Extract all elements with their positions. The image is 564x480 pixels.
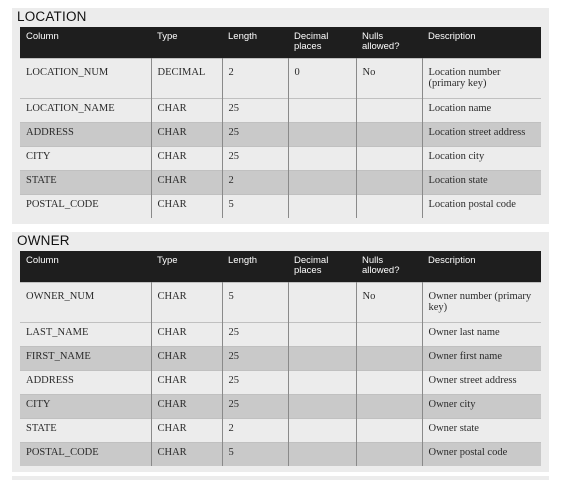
cell-type: CHAR — [151, 146, 222, 170]
location-table-panel — [12, 8, 549, 224]
cell-decimal-places — [288, 170, 356, 194]
cell-description: Owner city — [422, 394, 541, 418]
cell-description: Location street address — [422, 122, 541, 146]
table-row — [20, 346, 541, 370]
cell-description: Owner street address — [422, 370, 541, 394]
cell-nulls-allowed — [356, 370, 422, 394]
cell-length: 25 — [222, 346, 288, 370]
location-table-title: LOCATION — [17, 9, 87, 24]
cell-type: CHAR — [151, 370, 222, 394]
cell-length: 25 — [222, 98, 288, 122]
table-row — [20, 282, 541, 322]
cell-type: DECIMAL — [151, 58, 222, 98]
cell-description: Location city — [422, 146, 541, 170]
cell-decimal-places — [288, 282, 356, 322]
cell-nulls-allowed — [356, 122, 422, 146]
header-decimal-places: Decimal places — [288, 27, 356, 58]
header-type: Type — [151, 27, 222, 58]
cell-column: FIRST_NAME — [20, 346, 151, 370]
header-column: Column — [20, 27, 151, 58]
cell-type: CHAR — [151, 282, 222, 322]
cell-description: Location postal code — [422, 194, 541, 218]
table-row — [20, 170, 541, 194]
header-length: Length — [222, 27, 288, 58]
cell-decimal-places — [288, 322, 356, 346]
header-column: Column — [20, 251, 151, 282]
owner-table-panel — [12, 232, 549, 472]
cell-nulls-allowed — [356, 194, 422, 218]
cell-length: 2 — [222, 418, 288, 442]
cell-decimal-places: 0 — [288, 58, 356, 98]
cell-decimal-places — [288, 418, 356, 442]
cell-column: STATE — [20, 170, 151, 194]
cell-nulls-allowed — [356, 442, 422, 466]
header-type: Type — [151, 251, 222, 282]
cell-type: CHAR — [151, 322, 222, 346]
cell-description: Location number (primary key) — [422, 58, 541, 98]
cell-description: Location state — [422, 170, 541, 194]
cell-type: CHAR — [151, 122, 222, 146]
cell-length: 25 — [222, 394, 288, 418]
cell-type: CHAR — [151, 346, 222, 370]
cell-column: POSTAL_CODE — [20, 194, 151, 218]
header-length: Length — [222, 251, 288, 282]
cell-decimal-places — [288, 146, 356, 170]
cell-nulls-allowed — [356, 170, 422, 194]
cell-decimal-places — [288, 394, 356, 418]
cell-column: CITY — [20, 394, 151, 418]
cell-length: 2 — [222, 58, 288, 98]
table-row — [20, 58, 541, 98]
cell-length: 2 — [222, 170, 288, 194]
table-row — [20, 442, 541, 466]
table-row — [20, 98, 541, 122]
header-nulls-allowed: Nulls allowed? — [356, 27, 422, 58]
cell-column: LOCATION_NUM — [20, 58, 151, 98]
cell-type: CHAR — [151, 98, 222, 122]
cell-type: CHAR — [151, 194, 222, 218]
header-decimal-places: Decimal places — [288, 251, 356, 282]
cell-length: 25 — [222, 370, 288, 394]
cell-column: LAST_NAME — [20, 322, 151, 346]
table-row — [20, 146, 541, 170]
cell-type: CHAR — [151, 170, 222, 194]
cell-column: OWNER_NUM — [20, 282, 151, 322]
cell-nulls-allowed — [356, 394, 422, 418]
cell-nulls-allowed — [356, 322, 422, 346]
cell-column: ADDRESS — [20, 122, 151, 146]
cell-column: CITY — [20, 146, 151, 170]
cell-length: 25 — [222, 322, 288, 346]
cell-decimal-places — [288, 194, 356, 218]
header-description: Description — [422, 27, 541, 58]
cell-nulls-allowed: No — [356, 58, 422, 98]
cell-column: STATE — [20, 418, 151, 442]
cell-description: Owner first name — [422, 346, 541, 370]
cell-description: Location name — [422, 98, 541, 122]
table-row — [20, 370, 541, 394]
cell-column: POSTAL_CODE — [20, 442, 151, 466]
owner-table — [20, 251, 541, 466]
cell-nulls-allowed — [356, 146, 422, 170]
cell-length: 5 — [222, 442, 288, 466]
location-table — [20, 27, 541, 218]
cell-description: Owner state — [422, 418, 541, 442]
owner-table-title: OWNER — [17, 233, 70, 248]
cell-type: CHAR — [151, 394, 222, 418]
cell-length: 5 — [222, 282, 288, 322]
cell-description: Owner last name — [422, 322, 541, 346]
cell-nulls-allowed — [356, 346, 422, 370]
owner-header-row — [20, 251, 541, 282]
cell-description: Owner number (primary key) — [422, 282, 541, 322]
cell-length: 25 — [222, 122, 288, 146]
cell-type: CHAR — [151, 418, 222, 442]
table-row — [20, 122, 541, 146]
cell-nulls-allowed — [356, 418, 422, 442]
header-nulls-allowed: Nulls allowed? — [356, 251, 422, 282]
cell-length: 5 — [222, 194, 288, 218]
cell-decimal-places — [288, 346, 356, 370]
table-row — [20, 418, 541, 442]
table-row — [20, 194, 541, 218]
cell-decimal-places — [288, 122, 356, 146]
cell-type: CHAR — [151, 442, 222, 466]
cell-decimal-places — [288, 98, 356, 122]
cell-nulls-allowed: No — [356, 282, 422, 322]
cell-decimal-places — [288, 370, 356, 394]
cell-column: LOCATION_NAME — [20, 98, 151, 122]
bottom-panel-edge — [12, 476, 549, 480]
location-header-row — [20, 27, 541, 58]
cell-length: 25 — [222, 146, 288, 170]
cell-column: ADDRESS — [20, 370, 151, 394]
table-row — [20, 394, 541, 418]
table-row — [20, 322, 541, 346]
header-description: Description — [422, 251, 541, 282]
cell-description: Owner postal code — [422, 442, 541, 466]
cell-decimal-places — [288, 442, 356, 466]
cell-nulls-allowed — [356, 98, 422, 122]
